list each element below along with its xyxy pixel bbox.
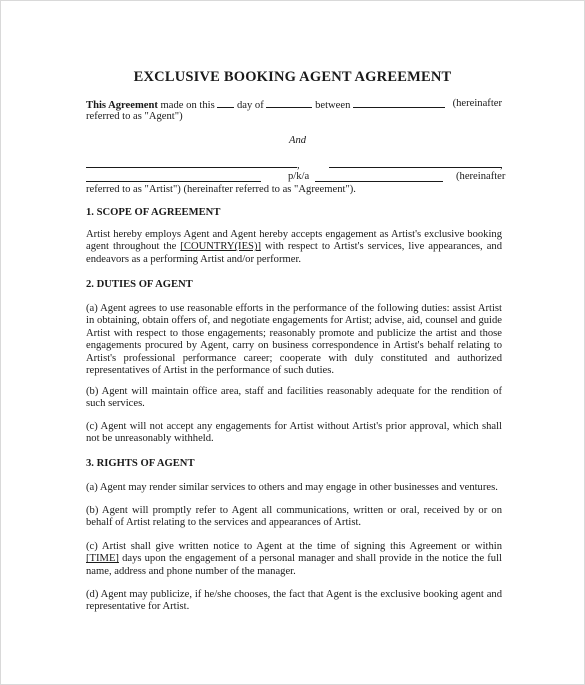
rights-paragraph-c xyxy=(86,541,502,578)
pka-name-line xyxy=(315,181,443,182)
time-placeholder: [TIME] xyxy=(86,553,119,565)
scope-paragraph xyxy=(86,229,502,266)
intro-between: between xyxy=(312,100,354,111)
month-blank xyxy=(266,98,312,108)
scope-text-a: Artist hereby employs Agent and Agent hereby accepts engagement as Artist's exclusive booking agent throughout the xyxy=(86,229,502,253)
intro-hereinafter: (hereinafter xyxy=(452,98,502,109)
section-heading-scope: 1. SCOPE OF AGREEMENT xyxy=(86,207,221,218)
party-hereinafter: (hereinafter xyxy=(456,171,506,182)
duties-paragraph-c: (c) Agent will not accept any engagements for Artist without Artist's prior approval, which shall not be unreasonably withheld. xyxy=(86,421,502,445)
party-referred-artist: referred to as "Artist") (hereinafter referred to as "Agreement"). xyxy=(86,184,356,195)
section-heading-rights: 3. RIGHTS OF AGENT xyxy=(86,458,195,469)
intro-referred-agent: referred to as "Agent") xyxy=(86,111,183,122)
day-blank xyxy=(217,98,234,108)
scope-text-b: with respect to Artist's services, live appearances, and endeavors as a performing Artist and/or performer. xyxy=(86,241,502,265)
and-label: And xyxy=(289,135,307,146)
party-comma-1: , xyxy=(297,160,300,171)
intro-day-of: day of xyxy=(234,100,267,111)
intro-made-on: made on this xyxy=(157,100,218,111)
intro-line xyxy=(86,98,502,111)
rights-c-text-a: (c) Artist shall give written notice to Agent at the time of signing this Agreement or within xyxy=(86,541,502,552)
party-comma-2: , xyxy=(500,160,503,171)
country-placeholder: [COUNTRY(IES)] xyxy=(180,241,261,253)
intro-bold-lead: This Agreement xyxy=(86,100,158,111)
rights-c-text-b: days upon the engagement of a personal manager and shall provide in the notice the full name, address and phone number of the manager. xyxy=(86,553,502,577)
artist-pka-line xyxy=(329,167,502,168)
artist-name-line xyxy=(86,167,297,168)
rights-paragraph-d: (d) Agent may publicize, if he/she chooses, the fact that Agent is the exclusive booking agent and representative for Artist. xyxy=(86,589,502,613)
agent-name-blank xyxy=(353,98,445,108)
duties-paragraph-b: (b) Agent will maintain office area, staff and facilities reasonably adequate for the rendition of such services. xyxy=(86,386,502,410)
section-heading-duties: 2. DUTIES OF AGENT xyxy=(86,279,193,290)
rights-paragraph-b: (b) Agent will promptly refer to Agent all communications, written or oral, received by or on behalf of Artist relating to the services and appearances of Artist. xyxy=(86,505,502,529)
rights-paragraph-a: (a) Agent may render similar services to others and may engage in other businesses and ventures. xyxy=(86,482,498,493)
party-pka: p/k/a xyxy=(288,171,310,182)
document-title: EXCLUSIVE BOOKING AGENT AGREEMENT xyxy=(133,69,452,85)
duties-paragraph-a: (a) Agent agrees to use reasonable efforts in the performance of the following duties: assist Artist in obtaining, obtain offers of, and negotiate engagements for Artist; advise, aid, counsel and guide Artist with respect to those engagements; reasonably promote and publicize the artist and those engagements procured by Agent, carry on business correspondence in Artist's behalf relating to Artist's professional performance career; cooperate with duly constituted and authorized representatives of Artist in the performance of such duties. xyxy=(86,303,502,377)
artist-legal-name-line xyxy=(86,181,261,182)
